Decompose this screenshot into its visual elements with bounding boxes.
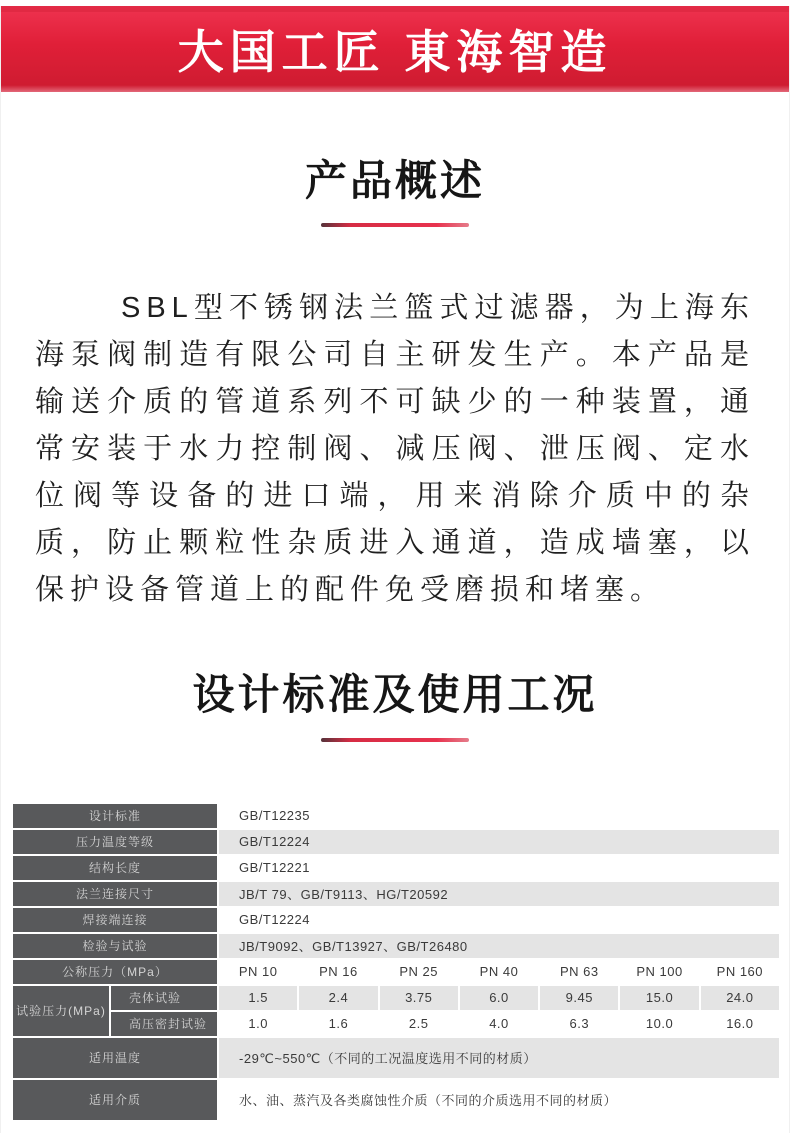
section-title-overview: 产品概述 <box>304 157 485 204</box>
banner-title: 大国工匠 東海智造 <box>177 26 613 78</box>
test-pressure-value: 16.0 <box>701 1012 779 1036</box>
table-row <box>13 1080 779 1120</box>
spec-label: 法兰连接尺寸 <box>13 882 217 906</box>
specs-table-body <box>13 804 779 1120</box>
table-row <box>13 1012 779 1036</box>
spec-value: 水、油、蒸汽及各类腐蚀性介质（不同的介质选用不同的材质） <box>219 1080 779 1120</box>
section-title-standards: 设计标准及使用工况 <box>192 671 598 719</box>
test-pressure-sub-label: 高压密封试验 <box>111 1012 217 1036</box>
test-pressure-value: 10.0 <box>620 1012 698 1036</box>
test-pressure-value: 24.0 <box>701 986 779 1010</box>
test-pressure-value: 6.0 <box>460 986 538 1010</box>
test-pressure-value: 2.5 <box>380 1012 458 1036</box>
test-pressure-value: 2.4 <box>299 986 377 1010</box>
top-banner <box>1 6 789 92</box>
test-pressure-value: 3.75 <box>380 986 458 1010</box>
overview-paragraph: SBL型不锈钢法兰篮式过滤器，为上海东海泵阀制造有限公司自主研发生产。本产品是输送介质的管道系列不可缺少的一种装置，通常安装于水力控制阀、减压阀、泄压阀、定水位阀等设备的进口端，用来消除介质中的杂质，防止颗粒性杂质进入通道，造成墙塞，以保护设备管道上的配件免受磨损和堵塞。 <box>35 292 755 607</box>
title-underline <box>321 223 469 227</box>
spec-label: 结构长度 <box>13 856 217 880</box>
spec-label: 适用温度 <box>13 1038 217 1078</box>
specs-table-container <box>11 802 779 1122</box>
table-row <box>13 986 779 1010</box>
test-pressure-value: 1.6 <box>299 1012 377 1036</box>
test-pressure-sub-label: 壳体试验 <box>111 986 217 1010</box>
table-row <box>13 882 779 906</box>
table-row <box>13 856 779 880</box>
test-pressure-value: 4.0 <box>460 1012 538 1036</box>
spec-value: GB/T12224 <box>219 908 779 932</box>
spec-label: 压力温度等级 <box>13 830 217 854</box>
test-pressure-label: 试验压力(MPa) <box>13 986 109 1036</box>
table-row <box>13 804 779 828</box>
table-row <box>13 908 779 932</box>
test-pressure-value: 1.0 <box>219 1012 297 1036</box>
spec-label: 公称压力（MPa） <box>13 960 217 984</box>
pressure-class-value: PN 100 <box>620 960 698 984</box>
spec-value: JB/T 79、GB/T9113、HG/T20592 <box>219 882 779 906</box>
specs-table <box>11 802 781 1122</box>
test-pressure-value: 1.5 <box>219 986 297 1010</box>
title-underline <box>321 738 469 742</box>
table-row <box>13 1038 779 1078</box>
spec-value: JB/T9092、GB/T13927、GB/T26480 <box>219 934 779 958</box>
spec-value: GB/T12221 <box>219 856 779 880</box>
spec-label: 检验与试验 <box>13 934 217 958</box>
section-standards-header <box>1 670 789 741</box>
pressure-class-value: PN 160 <box>701 960 779 984</box>
table-row <box>13 934 779 958</box>
pressure-class-value: PN 63 <box>540 960 618 984</box>
pressure-class-value: PN 25 <box>380 960 458 984</box>
table-row <box>13 960 779 984</box>
spec-label: 焊接端连接 <box>13 908 217 932</box>
spec-label: 适用介质 <box>13 1080 217 1120</box>
spec-label: 设计标准 <box>13 804 217 828</box>
table-row <box>13 830 779 854</box>
spec-value: -29℃~550℃（不同的工况温度选用不同的材质） <box>219 1038 779 1078</box>
pressure-class-value: PN 16 <box>299 960 377 984</box>
test-pressure-value: 15.0 <box>620 986 698 1010</box>
test-pressure-value: 6.3 <box>540 1012 618 1036</box>
spec-value: GB/T12224 <box>219 830 779 854</box>
pressure-class-value: PN 10 <box>219 960 297 984</box>
pressure-class-value: PN 40 <box>460 960 538 984</box>
spec-value: GB/T12235 <box>219 804 779 828</box>
section-overview-header <box>1 156 789 227</box>
test-pressure-value: 9.45 <box>540 986 618 1010</box>
